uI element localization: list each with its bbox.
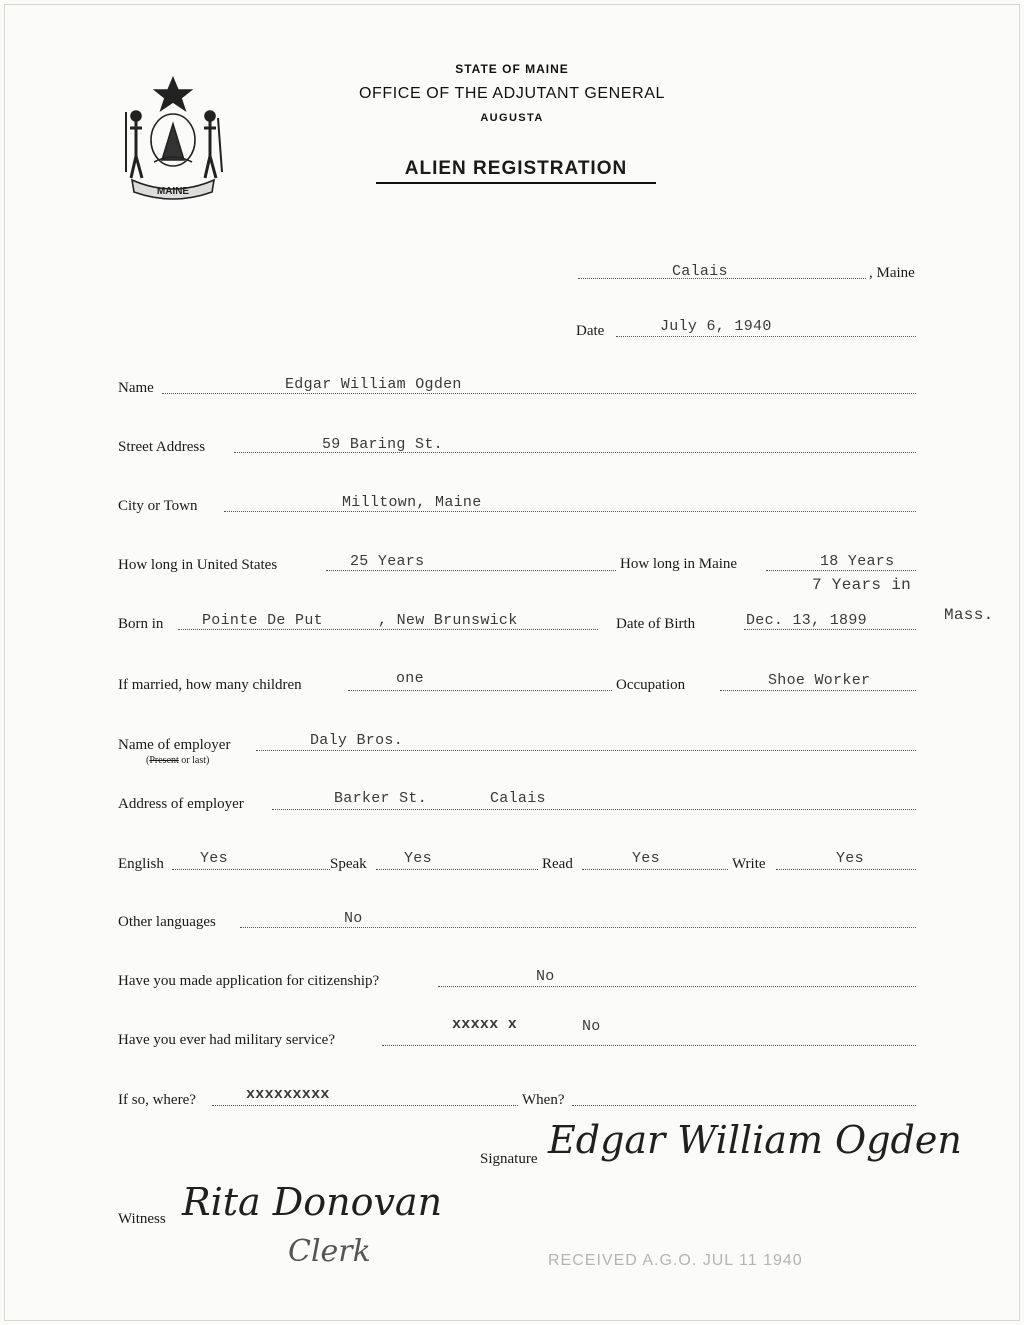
where-struck-value: xxxxxxxxx: [246, 1086, 330, 1103]
how-long-us-value[interactable]: 25 Years: [350, 553, 425, 570]
employer-line: [256, 750, 916, 751]
employer-note-open: (: [146, 755, 150, 766]
employer-label: Name of employer: [118, 737, 231, 753]
dob-value[interactable]: Dec. 13, 1899: [746, 612, 867, 629]
witness-label: Witness: [118, 1211, 166, 1227]
street-label: Street Address: [118, 439, 206, 455]
name-value[interactable]: Edgar William Ogden: [285, 376, 462, 393]
born-province-value[interactable]: , New Brunswick: [378, 612, 518, 629]
write-label: Write: [732, 856, 766, 872]
street-value[interactable]: 59 Baring St.: [322, 436, 443, 453]
where-label: If so, where?: [118, 1092, 196, 1108]
location-value[interactable]: Calais: [672, 263, 728, 280]
received-stamp: RECEIVED A.G.O. JUL 11 1940: [548, 1252, 803, 1269]
military-label: Have you ever had military service?: [118, 1032, 335, 1048]
read-label: Read: [542, 856, 573, 872]
military-line: [382, 1045, 916, 1046]
other-languages-label: Other languages: [118, 914, 216, 930]
dob-label: Date of Birth: [616, 616, 696, 632]
witness-title-handwriting: Clerk: [288, 1234, 371, 1269]
citizenship-label: Have you made application for citizenship?: [118, 973, 380, 989]
occupation-label: Occupation: [616, 677, 686, 693]
read-line: [582, 869, 728, 870]
employer-address-city[interactable]: Calais: [490, 790, 546, 807]
form-title: ALIEN REGISTRATION: [376, 158, 656, 184]
how-long-maine-label: How long in Maine: [620, 556, 738, 572]
employer-address-street[interactable]: Barker St.: [334, 790, 428, 807]
how-long-maine-value[interactable]: 18 Years: [820, 553, 895, 570]
write-line: [776, 869, 916, 870]
read-value[interactable]: Yes: [632, 850, 660, 867]
born-label: Born in: [118, 616, 164, 632]
employer-address-line: [272, 809, 916, 810]
city-line: [224, 511, 916, 512]
seal-lettering: MAINE: [156, 186, 190, 197]
employer-note-struck: Present: [149, 755, 179, 766]
header-state: STATE OF MAINE: [455, 62, 569, 76]
speak-value[interactable]: Yes: [404, 850, 432, 867]
speak-label: Speak: [330, 856, 367, 872]
military-struck-value: xxxxx x: [452, 1016, 518, 1033]
date-label: Date: [576, 323, 605, 339]
city-label: City or Town: [118, 498, 198, 514]
children-label: If married, how many children: [118, 677, 302, 693]
english-line: [172, 869, 330, 870]
city-value[interactable]: Milltown, Maine: [342, 494, 482, 511]
name-label: Name: [118, 380, 154, 396]
when-line: [572, 1105, 916, 1106]
occupation-line: [720, 690, 916, 691]
when-label: When?: [522, 1092, 565, 1108]
how-long-maine-note-2: Mass.: [944, 606, 994, 624]
write-value[interactable]: Yes: [836, 850, 864, 867]
born-place-value[interactable]: Pointe De Put: [202, 612, 323, 629]
employer-address-label: Address of employer: [118, 796, 244, 812]
english-label: English: [118, 856, 164, 872]
signature-handwriting: Edgar William Ogden: [548, 1118, 962, 1162]
signature-label: Signature: [480, 1151, 538, 1167]
location-suffix: , Maine: [869, 265, 915, 281]
speak-line: [376, 869, 538, 870]
citizenship-line: [438, 986, 916, 987]
children-value[interactable]: one: [396, 670, 424, 687]
header-city: AUGUSTA: [480, 112, 544, 124]
date-value[interactable]: July 6, 1940: [660, 318, 772, 335]
where-line: [212, 1105, 518, 1106]
other-languages-value[interactable]: No: [344, 910, 363, 927]
employer-note: [146, 752, 209, 770]
date-line: [616, 336, 916, 337]
children-line: [348, 690, 612, 691]
name-line: [162, 393, 916, 394]
military-value[interactable]: No: [582, 1018, 601, 1035]
header-office: OFFICE OF THE ADJUTANT GENERAL: [358, 85, 666, 102]
how-long-maine-note-1: 7 Years in: [812, 576, 912, 594]
employer-note-rest: or last): [178, 755, 210, 766]
other-languages-line: [240, 927, 916, 928]
how-long-us-label: How long in United States: [118, 557, 278, 573]
employer-value[interactable]: Daly Bros.: [310, 732, 404, 749]
english-value[interactable]: Yes: [200, 850, 228, 867]
citizenship-value[interactable]: No: [536, 968, 555, 985]
witness-handwriting: Rita Donovan: [182, 1180, 443, 1224]
occupation-value[interactable]: Shoe Worker: [768, 672, 871, 689]
